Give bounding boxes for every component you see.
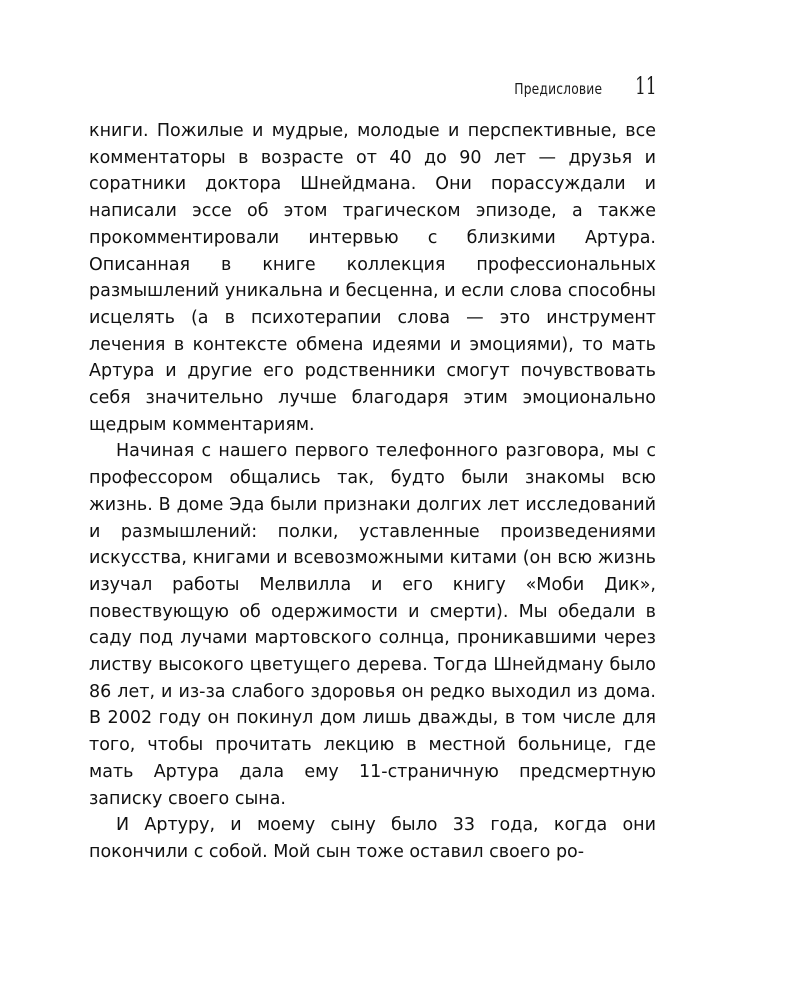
section-title: Предисловие: [514, 80, 603, 98]
paragraph-1: книги. Пожилые и мудрые, молодые и перспективные, все комментаторы в возрасте от 40 до 90 лет — друзья и соратники доктора Шнейдмана. Они порассуждали и написали эссе об этом трагическом эпизоде, а также прокомментировали интервью с близкими Артура. Описанная в книге коллекция профессиональных размышлений уникальна и бесценна, и если слова способны исцелять (а в психотерапии слова — это инструмент лечения в контексте обмена идеями и эмоциями), то мать Артура и другие его родственники смогут почувствовать себя значительно лучше благодаря этим эмоционально щедрым комментариям.: [89, 121, 656, 435]
running-header: [495, 72, 657, 100]
body-text: [89, 118, 656, 866]
paragraph-3: И Артуру, и моему сыну было 33 года, когда они покончили с собой. Мой сын тоже оставил своего ро-: [89, 815, 656, 862]
paragraph-2: Начиная с нашего первого телефонного разговора, мы с профессором общались так, будто были знакомы всю жизнь. В доме Эда были признаки долгих лет исследований и размышлений: полки, уставленные произведениями искусства, книгами и всевозможными китами (он всю жизнь изучал работы Мелвилла и его книгу «Моби Дик», повествующую об одержимости и смерти). Мы обедали в саду под лучами мартовского солнца, проникавшими через листву высокого цветущего дерева. Тогда Шнейдману было 86 лет, и из-за слабого здоровья он редко выходил из дома. В 2002 году он покинул дом лишь дважды, в том числе для того, чтобы прочитать лекцию в местной больнице, где мать Артура дала ему 11-страничную предсмертную записку своего сына.: [89, 441, 656, 809]
page-number: 11: [635, 72, 657, 100]
